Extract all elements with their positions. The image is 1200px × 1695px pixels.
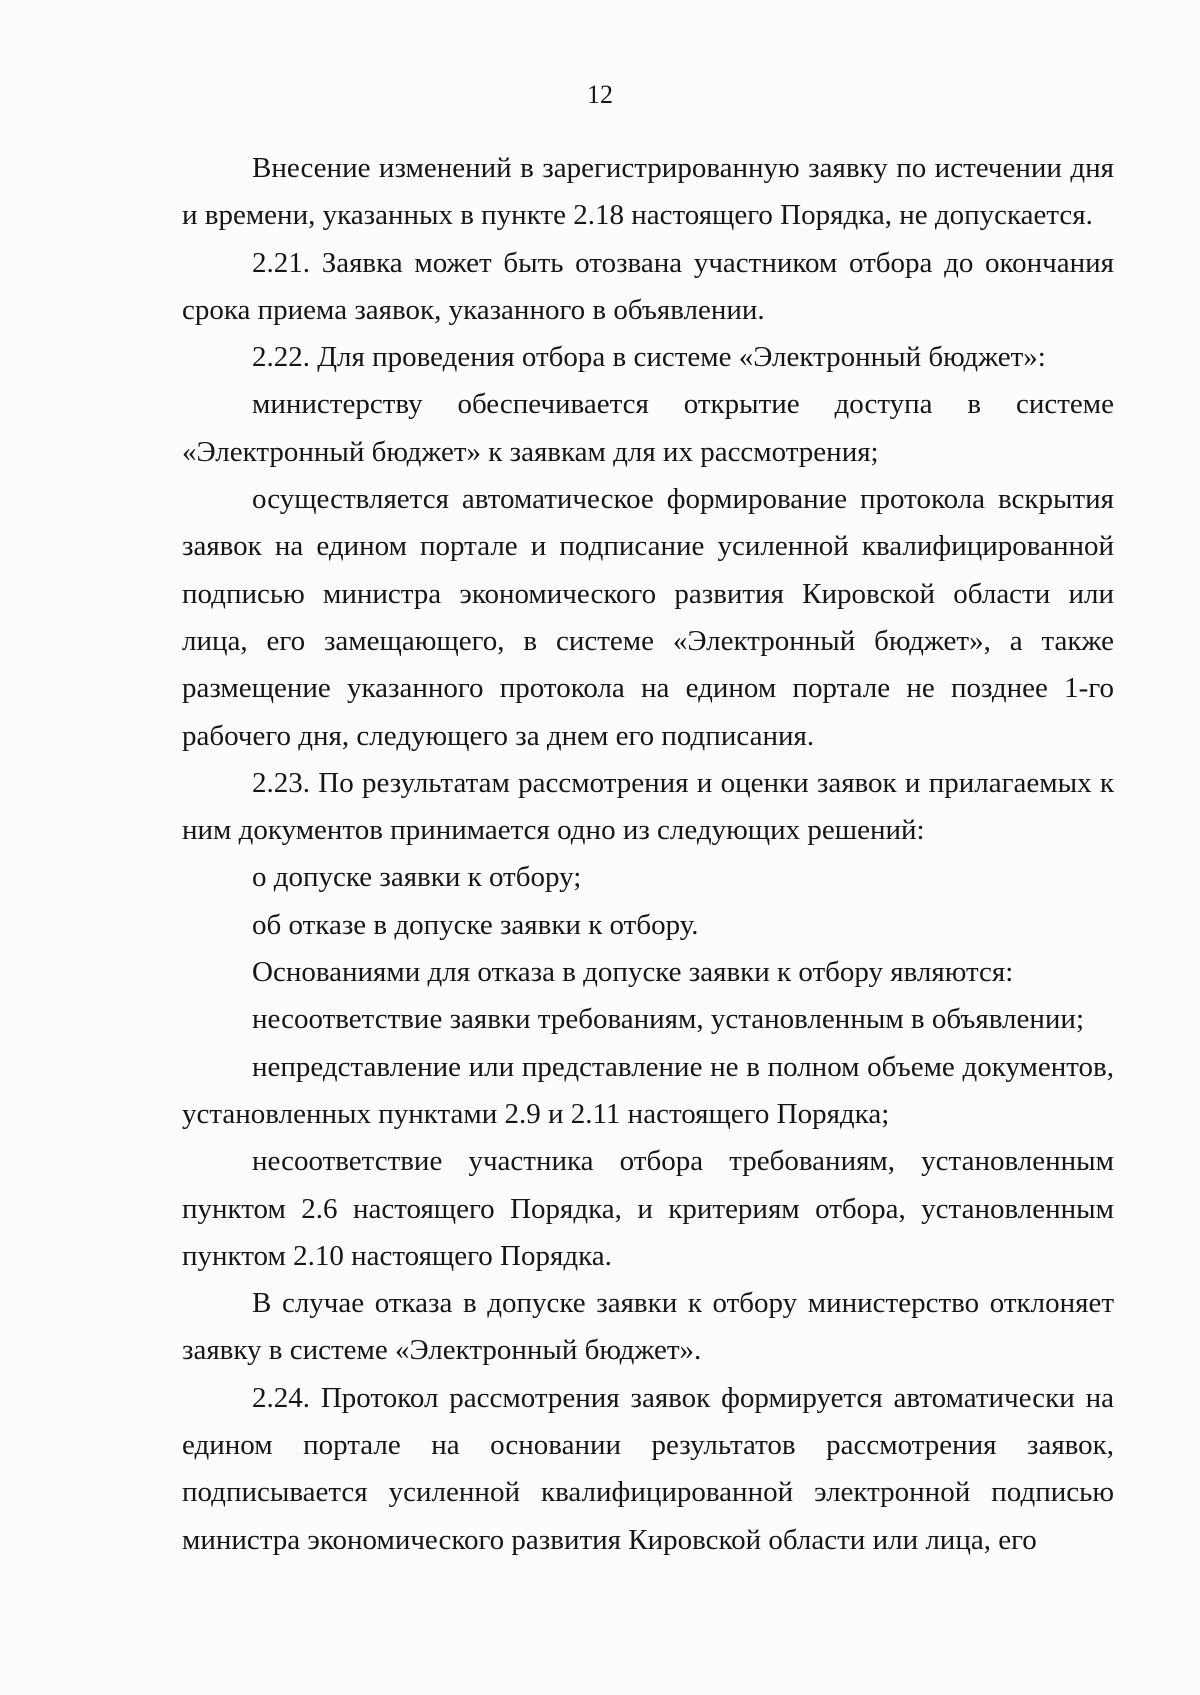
paragraph-2-21: 2.21. Заявка может быть отозвана участником отбора до окончания срока приема заявок, указанного в объявлении. xyxy=(182,246,1114,326)
paragraph-refusal-grounds: Основаниями для отказа в допуске заявки к отбору являются: xyxy=(252,956,1014,989)
list-item-admission: о допуске заявки к отбору; xyxy=(252,861,582,894)
list-item-ground-2: непредставление или представление не в полном объеме документов, установленных пунктами 2.9 и 2.11 настоящего Порядка; xyxy=(182,1050,1114,1130)
list-item-ground-1: несоответствие заявки требованиям, установленным в объявлении; xyxy=(252,1003,1085,1036)
list-item-refusal: об отказе в допуске заявки к отбору. xyxy=(252,908,699,941)
paragraph-2-24: 2.24. Протокол рассмотрения заявок формируется автоматически на едином портале на основании результатов рассмотрения заявок, подписывается усиленной квалифицированной электронной подписью министра экономического развития Кировской области или лица, его xyxy=(182,1381,1114,1556)
paragraph-rejection: В случае отказа в допуске заявки к отбору министерство отклоняет заявку в системе «Электронный бюджет». xyxy=(182,1287,1114,1367)
page-number: 12 xyxy=(587,80,613,109)
document-body xyxy=(182,145,1114,1564)
list-item-ground-3: несоответствие участника отбора требованиям, установленным пунктом 2.6 настоящего Порядка, и критериям отбора, установленным пунктом 2.10 настоящего Порядка. xyxy=(182,1145,1114,1272)
paragraph-2-23: 2.23. По результатам рассмотрения и оценки заявок и прилагаемых к ним документов принимается одно из следующих решений: xyxy=(182,766,1114,847)
paragraph-protocol-opening: осуществляется автоматическое формирование протокола вскрытия заявок на едином портале и подписание усиленной квалифицированной подписью министра экономического развития Кировской области или лица, его замещающего, в системе «Электронный бюджет», а также размещение указанного протокола на едином портале не позднее 1-го рабочего дня, следующего за днем его подписания. xyxy=(182,483,1114,752)
paragraph-ministry-access: министерству обеспечивается открытие доступа в системе «Электронный бюджет» к заявкам для их рассмотрения; xyxy=(182,388,1114,468)
paragraph-2-22: 2.22. Для проведения отбора в системе «Электронный бюджет»: xyxy=(252,341,1046,374)
paragraph-amendments: Внесение изменений в зарегистрированную заявку по истечении дня и времени, указанных в пункте 2.18 настоящего Порядка, не допускается. xyxy=(182,152,1114,232)
